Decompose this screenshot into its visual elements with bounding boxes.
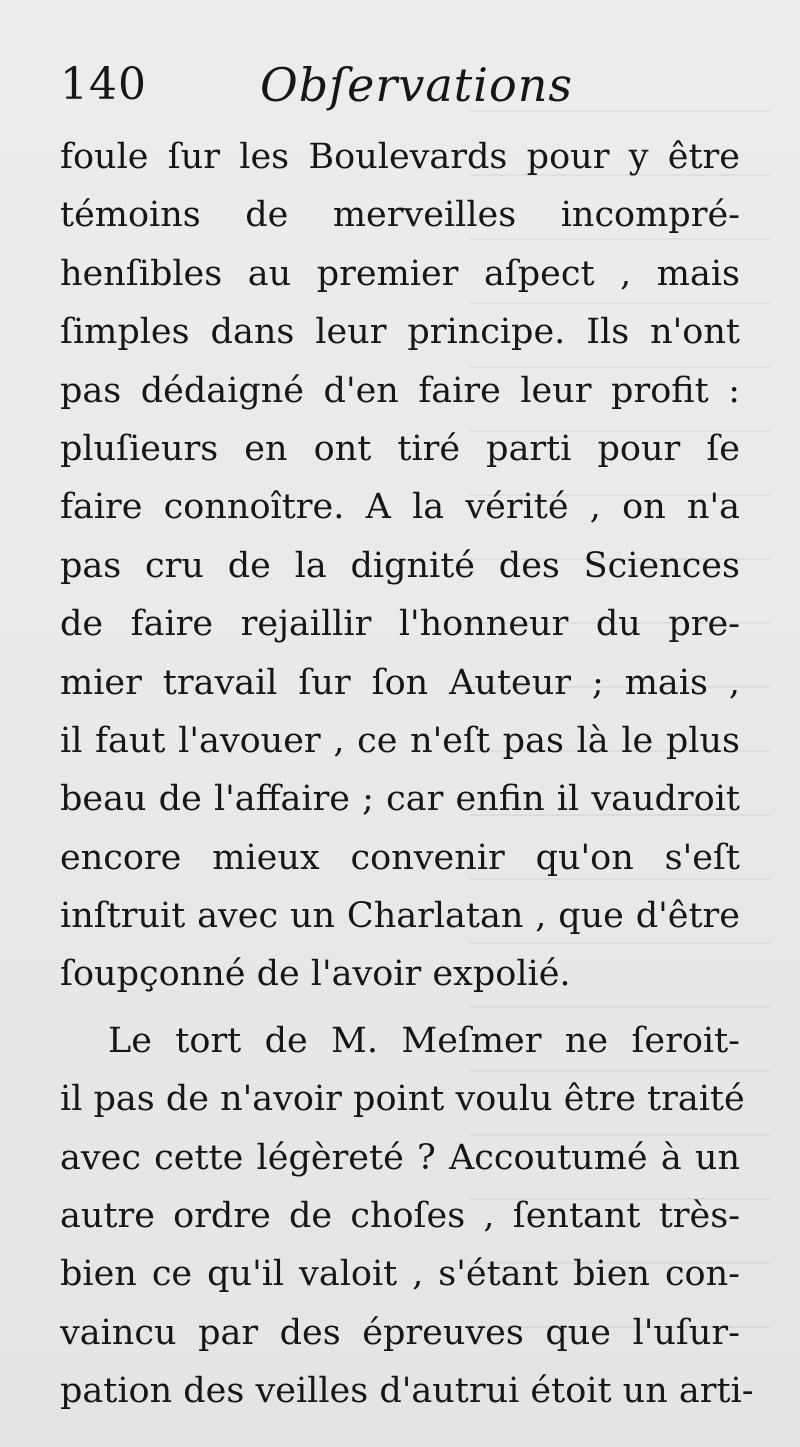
text-line: témoins de merveilles incompré- <box>60 195 740 236</box>
text-line: pluſieurs en ont tiré parti pour ſe <box>60 428 740 469</box>
text-line: henſibles au premier aſpect , mais <box>60 253 740 294</box>
text-line: inſtruit avec un Charlatan , que d'être <box>60 896 740 937</box>
paragraph-2 <box>60 1012 754 1421</box>
text-line: foule ſur les Boulevards pour y être <box>60 137 740 177</box>
page-number: 140 <box>60 59 147 110</box>
text-line: pas dédaigné d'en faire leur profit : <box>60 370 740 411</box>
text-line: beau de l'affaire ; car enfin il vaudroit <box>60 779 740 820</box>
text-line: mier travail ſur ſon Auteur ; mais , <box>60 662 740 703</box>
text-line: Le tort de M. Meſmer ne ſeroit- <box>108 1020 740 1061</box>
paragraph-1 <box>60 128 740 1004</box>
text-line: faire connoître. A la vérité , on n'a <box>60 487 740 528</box>
text-line: avec cette légèreté ? Accoutumé à un <box>60 1137 740 1178</box>
text-line: encore mieux convenir qu'on s'eſt <box>60 837 740 878</box>
text-line: pation des veilles d'autrui étoit un arti- <box>60 1371 754 1412</box>
paragraph-gap <box>60 1004 740 1012</box>
text-line: ſimples dans leur principe. Ils n'ont <box>60 312 740 353</box>
text-line: ſoupçonné de l'avoir expolié. <box>60 954 571 995</box>
text-line: il faut l'avouer , ce n'eſt pas là le plus <box>60 720 740 761</box>
text-line: pas cru de la dignité des Sciences <box>60 545 740 586</box>
body-text <box>60 128 754 1421</box>
page-header <box>60 50 750 120</box>
text-line: il pas de n'avoir point voulu être traité <box>60 1079 745 1120</box>
text-line: bien ce qu'il valoit , s'étant bien con- <box>60 1254 740 1295</box>
running-title: Obſervations <box>260 58 573 112</box>
text-line: autre ordre de choſes , ſentant très- <box>60 1196 740 1237</box>
text-line: de faire rejaillir l'honneur du pre- <box>60 604 740 645</box>
text-line: vaincu par des épreuves que l'uſur- <box>60 1312 740 1353</box>
